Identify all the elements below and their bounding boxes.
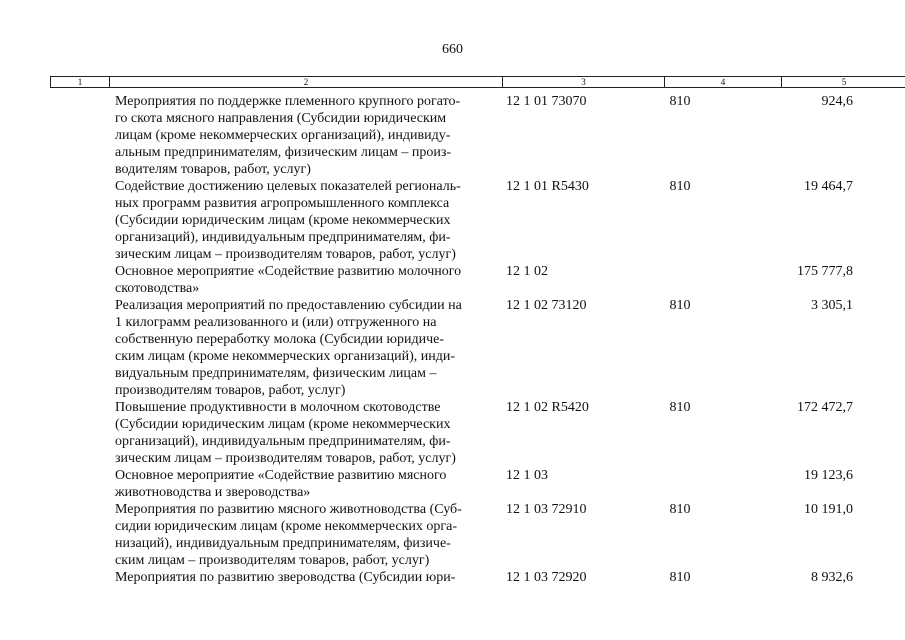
item-name: Мероприятия по развитию мясного животноводства (Суб- сидии юридическим лицам (кроме некоммерческих орга- низаций), индивидуальным предпринимателям, физиче- ским лицам – производителям товаров, работ, услуг) xyxy=(115,502,462,568)
table-row xyxy=(0,399,905,467)
item-code: 12 1 01 R5430 xyxy=(506,179,589,194)
column-number-3: 3 xyxy=(503,77,665,87)
item-code: 12 1 03 72910 xyxy=(506,502,587,517)
expense-type: 810 xyxy=(669,179,691,194)
expense-type: 810 xyxy=(669,400,691,415)
expense-type: 810 xyxy=(669,570,691,585)
table-row xyxy=(0,93,905,178)
item-code: 12 1 02 73120 xyxy=(506,298,587,313)
expense-type: 810 xyxy=(669,94,691,109)
item-name: Основное мероприятие «Содействие развитию мясного животноводства и звероводства» xyxy=(115,468,447,500)
item-amount: 3 305,1 xyxy=(811,298,853,313)
item-amount: 172 472,7 xyxy=(797,400,853,415)
item-name: Реализация мероприятий по предоставлению субсидии на 1 килограмм реализованного и (или) отгруженного на собственную переработку молока (Субсидии юридиче- ским лицам (кроме некоммерческих организаций), инди- видуальным предпринимателям, физическим лицам – производителям товаров, работ, услуг) xyxy=(115,298,462,398)
item-code: 12 1 02 R5420 xyxy=(506,400,589,415)
expense-type: 810 xyxy=(669,298,691,313)
budget-table-body xyxy=(0,93,905,586)
item-amount: 8 932,6 xyxy=(811,570,853,585)
item-name: Мероприятия по поддержке племенного крупного рогато- го скота мясного направления (Субсидии юридическим лицам (кроме некоммерческих организаций), индивиду- альным предпринимателям, физическим лицам – произ- водителям товаров, работ, услуг) xyxy=(115,94,461,177)
column-number-2: 2 xyxy=(110,77,503,87)
table-row xyxy=(0,467,905,501)
item-amount: 924,6 xyxy=(821,94,853,109)
column-number-1: 1 xyxy=(51,77,110,87)
table-row xyxy=(0,178,905,263)
table-row xyxy=(0,297,905,399)
item-amount: 10 191,0 xyxy=(804,502,853,517)
item-amount: 19 464,7 xyxy=(804,179,853,194)
table-row xyxy=(0,263,905,297)
column-number-5: 5 xyxy=(841,77,847,87)
expense-type: 810 xyxy=(669,502,691,517)
table-row xyxy=(0,569,905,586)
item-code: 12 1 03 xyxy=(506,468,548,483)
item-code: 12 1 01 73070 xyxy=(506,94,587,109)
column-number-4: 4 xyxy=(665,77,782,87)
item-name: Мероприятия по развитию звероводства (Субсидии юри- xyxy=(115,570,456,585)
item-amount: 19 123,6 xyxy=(804,468,853,483)
table-column-header xyxy=(50,76,905,88)
item-amount: 175 777,8 xyxy=(797,264,853,279)
page-number: 660 xyxy=(442,42,463,57)
item-code: 12 1 03 72920 xyxy=(506,570,587,585)
item-name: Повышение продуктивности в молочном скотоводстве (Субсидии юридическим лицам (кроме некоммерческих организаций), индивидуальным предпринимателям, фи- зическим лицам – производителям товаров, работ, услуг) xyxy=(115,400,456,466)
item-name: Основное мероприятие «Содействие развитию молочного скотоводства» xyxy=(115,264,462,296)
item-name: Содействие достижению целевых показателей региональ- ных программ развития агропромышленного комплекса (Субсидии юридическим лицам (кроме некоммерческих организаций), индивидуальным предпринимателям, фи- зическим лицам – производителям товаров, работ, услуг) xyxy=(115,179,461,262)
table-row xyxy=(0,501,905,569)
item-code: 12 1 02 xyxy=(506,264,548,279)
